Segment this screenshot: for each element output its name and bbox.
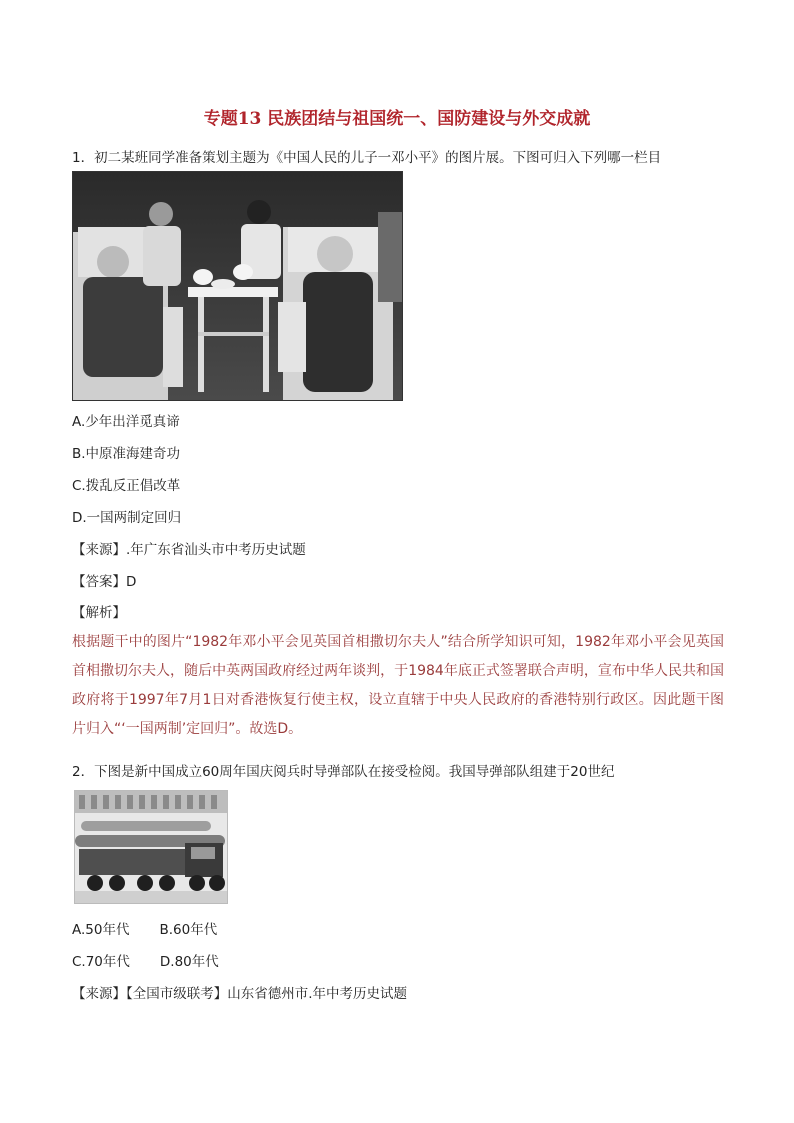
q1-stem: 1．初二某班同学准备策划主题为《中国人民的儿子一邓小平》的图片展。下图可归入下列哪一栏目 [72,150,662,166]
q2-option-a: A.50年代 [72,922,130,938]
q2-options-row-1 [72,918,217,938]
q1-option-b: B.中原准海建奇功 [72,446,181,462]
q2-option-c: C.70年代 [72,954,130,970]
q1-photo [72,171,403,401]
missile-parade-image [75,791,227,903]
q1-source: 【来源】.年广东省汕头市中考历史试题 [72,542,306,558]
q1-option-a: A.少年出洋觅真谛 [72,414,180,430]
q2-photo [74,790,228,904]
q1-option-d: D.一国两制定回归 [72,510,182,526]
q1-answer: 【答案】D [72,574,137,590]
q1-analysis-label: 【解析】 [72,605,126,621]
q2-option-b: B.60年代 [159,922,218,938]
q1-analysis-text: 根据题干中的图片“1982年邓小平会见英国首相撒切尔夫人”结合所学知识可知，1982年邓小平会见英国首相撒切尔夫人，随后中英两国政府经过两年谈判，于1984年底正式签署联合声明，宣布中华人民共和国政府将于1997年7月1日对香港恢复行使主权，设立直辖于中央人民政府的香港特别行政区。因此题干图片归入“‘一国两制’定回归”。故选D。 [72,634,724,737]
page-title: 专题13 民族团结与祖国统一、国防建设与外交成就 [203,109,591,129]
q2-source: 【来源】【全国市级联考】山东省德州市.年中考历史试题 [72,986,408,1002]
q2-stem: 2．下图是新中国成立60周年国庆阅兵时导弹部队在接受检阅。我国导弹部队组建于20世纪 [72,764,615,780]
q2-options-row-2 [72,950,219,970]
q1-option-c: C.拨乱反正倡改革 [72,478,181,494]
q2-option-d: D.80年代 [159,954,219,970]
meeting-photo-image [73,172,402,400]
